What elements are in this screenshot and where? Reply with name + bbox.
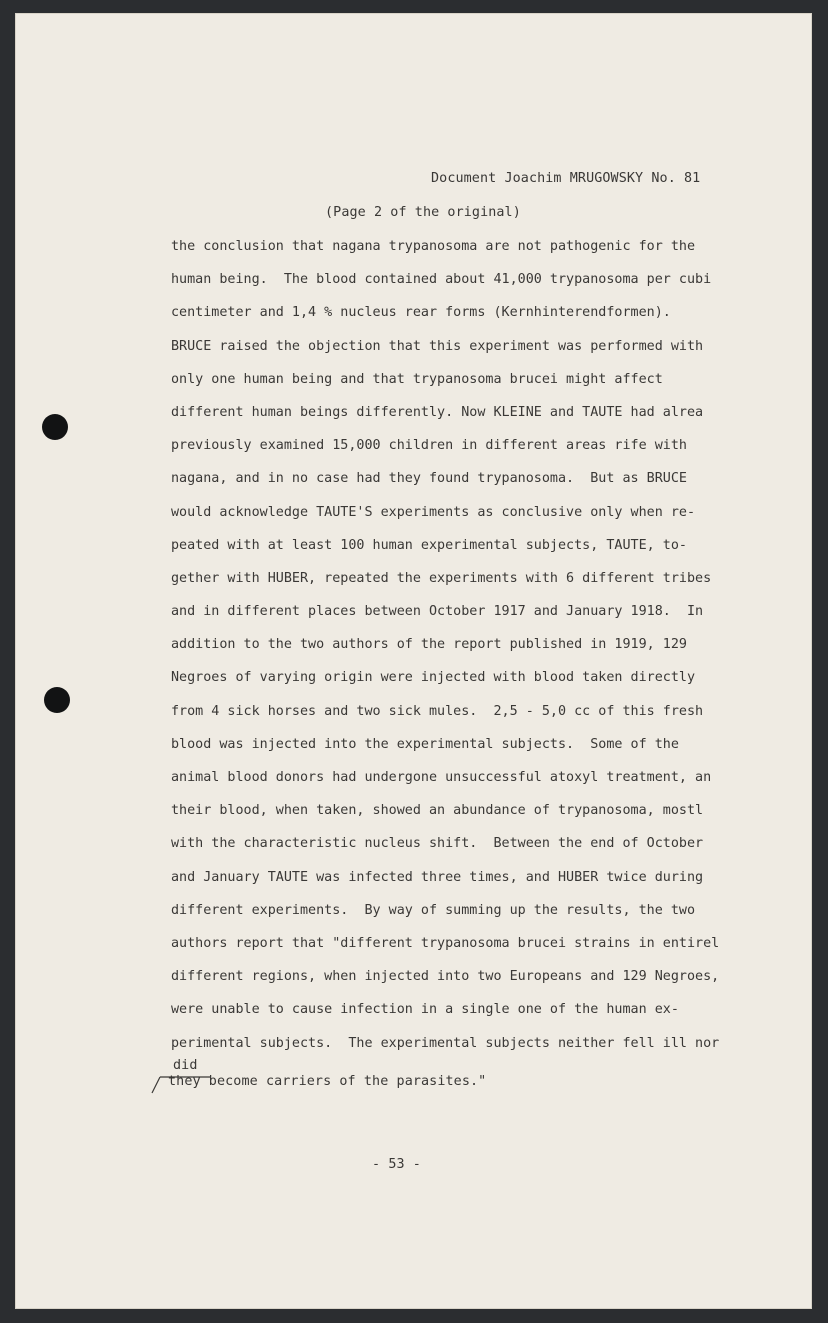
body-line: addition to the two authors of the report published in 1919, 129 (171, 637, 687, 653)
body-line: peated with at least 100 human experimental subjects, TAUTE, to- (171, 537, 687, 553)
body-line: Negroes of varying origin were injected with blood taken directly (171, 670, 696, 686)
document-header: Document Joachim MRUGOWSKY No. 81 (431, 171, 701, 186)
body-line: were unable to cause infection in a single one of the human ex- (171, 1002, 679, 1018)
body-text (171, 237, 731, 1067)
body-line: previously examined 15,000 children in different areas rife with (171, 438, 687, 454)
body-line: perimental subjects. The experimental subjects neither fell ill nor (171, 1035, 720, 1051)
body-line: BRUCE raised the objection that this experiment was performed with (171, 338, 704, 354)
body-line: nagana, and in no case had they found trypanosoma. But as BRUCE (171, 471, 687, 487)
body-line: gether with HUBER, repeated the experiments with 6 different tribes (171, 570, 712, 586)
body-line: would acknowledge TAUTE'S experiments as conclusive only when re- (171, 504, 696, 520)
body-line: only one human being and that trypanosoma brucei might affect (171, 371, 663, 387)
body-line: their blood, when taken, showed an abundance of trypanosoma, mostl (171, 803, 704, 819)
inserted-word: did (173, 1058, 198, 1073)
body-line: human being. The blood contained about 41,000 trypanosoma per cubi (171, 272, 712, 288)
body-line: from 4 sick horses and two sick mules. 2,5 - 5,0 cc of this fresh (171, 703, 704, 719)
punch-hole-upper (42, 414, 68, 440)
body-line: blood was injected into the experimental subjects. Some of the (171, 736, 679, 752)
body-line: with the characteristic nucleus shift. Between the end of October (171, 836, 704, 852)
page-note: (Page 2 of the original) (325, 205, 521, 220)
body-line: different regions, when injected into two Europeans and 129 Negroes, (171, 969, 720, 985)
body-line: and in different places between October 1917 and January 1918. In (171, 604, 704, 620)
body-line: the conclusion that nagana trypanosoma are not pathogenic for the (171, 239, 696, 254)
closing-line: they become carriers of the parasites." (168, 1074, 487, 1089)
body-line: authors report that "different trypanosoma brucei strains in entirel (171, 935, 720, 951)
body-line: centimeter and 1,4 % nucleus rear forms (Kernhinterendformen). (171, 305, 671, 321)
body-line: and January TAUTE was infected three times, and HUBER twice during (171, 869, 704, 885)
body-line: different experiments. By way of summing up the results, the two (171, 902, 696, 918)
punch-hole-lower (44, 687, 70, 713)
page-number: - 53 - (372, 1157, 421, 1172)
body-line: animal blood donors had undergone unsuccessful atoxyl treatment, an (171, 770, 712, 785)
body-line: different human beings differently. Now KLEINE and TAUTE had alrea (171, 404, 704, 420)
